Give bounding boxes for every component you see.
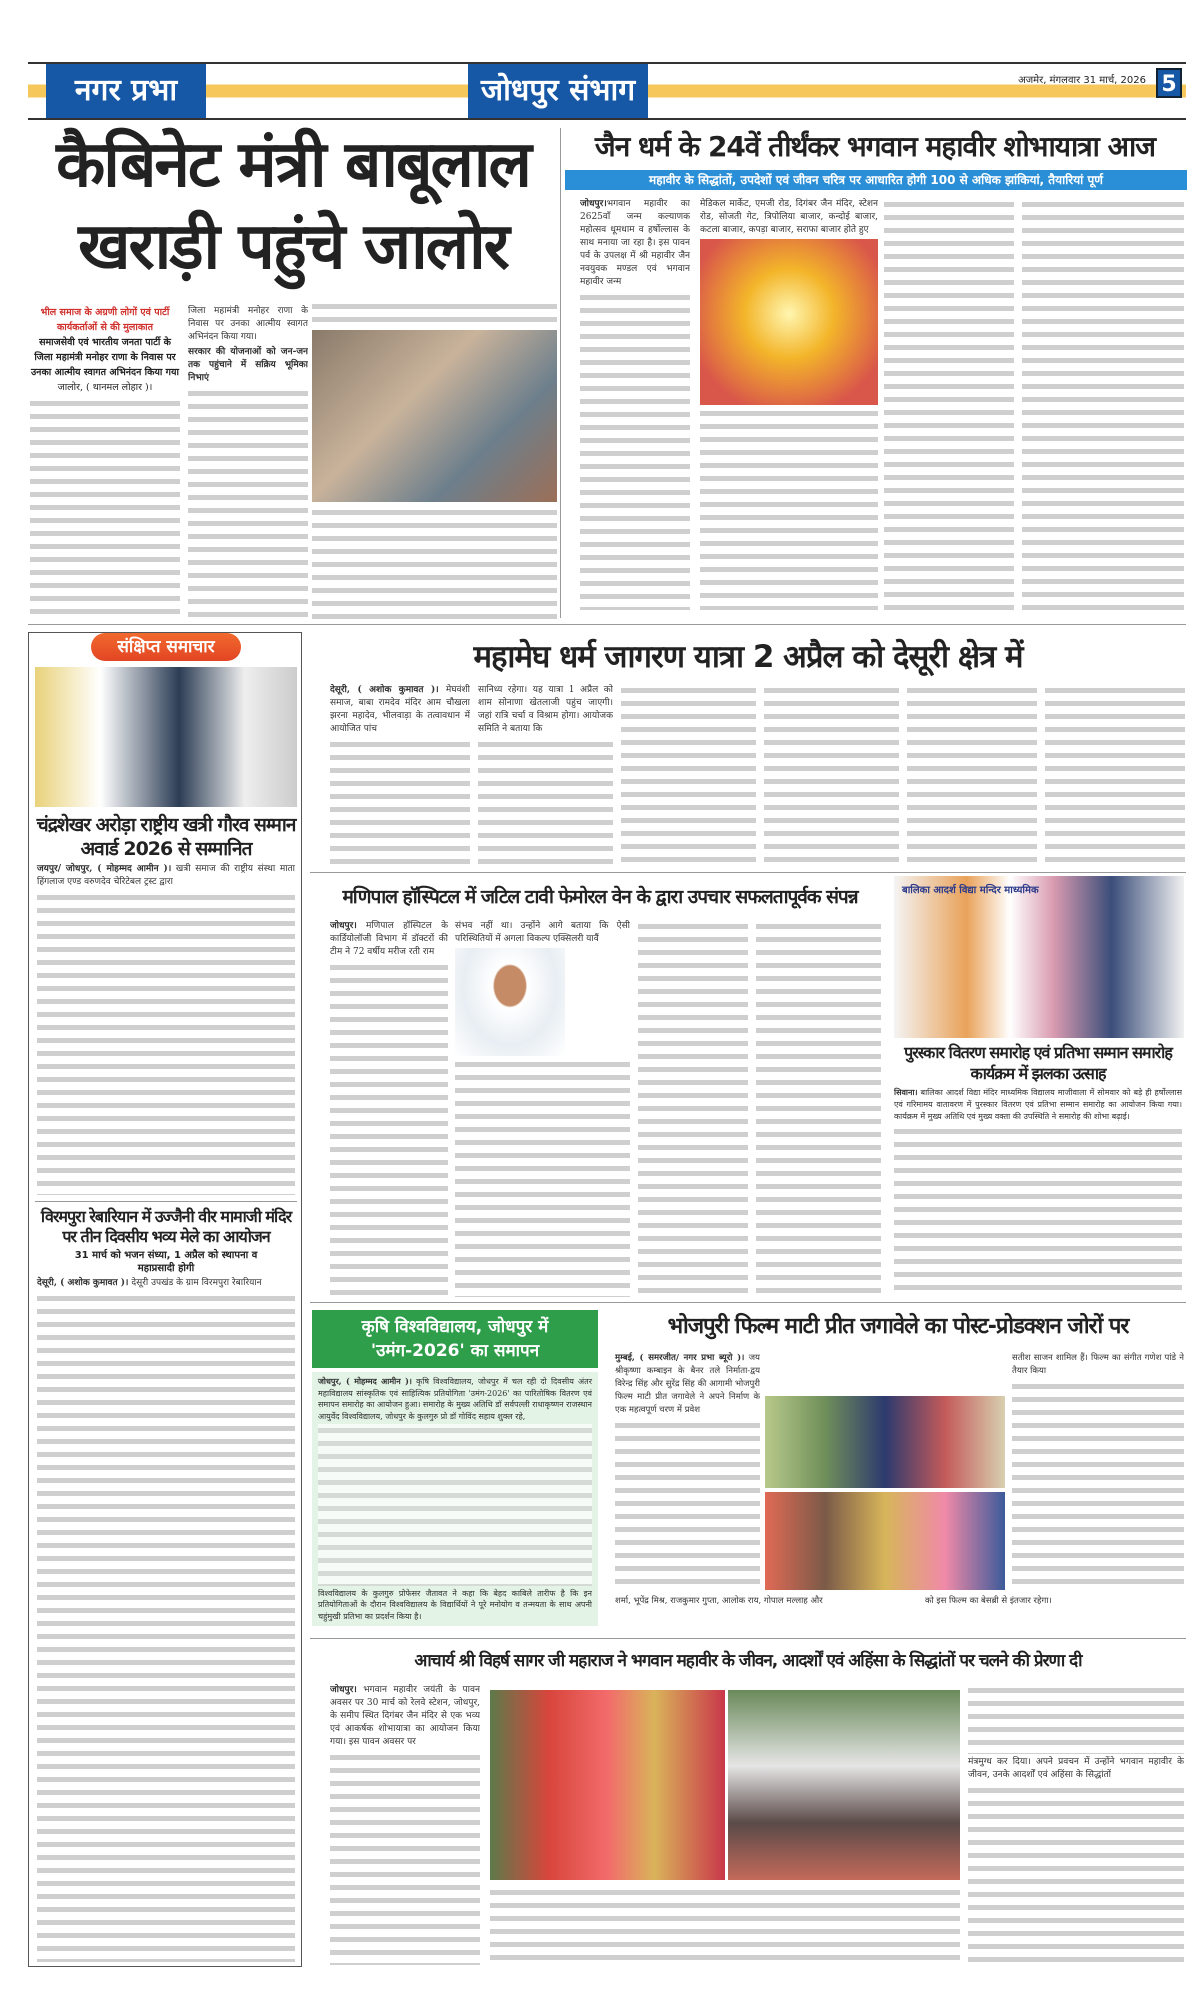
bhojpuri-headline: भोजपुरी फिल्म माटी प्रीत जगावेले का पोस्ट-प्रोडक्शन जोरों पर xyxy=(667,1314,1129,1339)
krishi-body xyxy=(318,1424,592,1586)
divider xyxy=(310,1302,1186,1303)
award-photo xyxy=(894,876,1184,1038)
mahamegh-lead: मेघवंशी समाज, बाबा रामदेव मंदिर आम चौखला झरना महादेव, भीलवाड़ा के तत्वावधान में आयोजित पांच xyxy=(330,685,470,734)
lead-col2-subhead: सरकार की योजनाओं को जन-जन तक पहुंचाने में सक्रिय भूमिका निभाएं xyxy=(188,347,308,383)
lead-photo xyxy=(312,330,557,502)
jain-col2-text: मेडिकल मार्केट, एमजी रोड, दिगंबर जैन मंदिर, स्टेशन रोड, सोजती गेट, त्रिपोलिया बाजार, कन्दोई बाजार, कटला बाजार, कपड़ा बाजार, सराफा बाजार होते हुए xyxy=(700,199,878,235)
manipal-col2 xyxy=(455,1058,630,1297)
doctor-photo xyxy=(455,948,565,1056)
bhojpuri-tail2: को इस फिल्म का बेसब्री से इंतजार रहेगा। xyxy=(925,1596,1052,1606)
film-cast-photo-1 xyxy=(765,1396,1005,1488)
jain-lead-text: भगवान महावीर का 2625वाँ जन्म कल्याणक महोत्सव धूमधाम व हर्षोल्लास के साथ मनाया जा रहा है। इस पावन पर्व के उपलक्ष में श्री महावीर जैन नवयुवक मण्डल एवं भगवान महावीर जन्म xyxy=(580,199,690,287)
lead-kicker: भील समाज के अग्रणी लोगों एवं पार्टी कार्यकर्ताओं से की मुलाकात xyxy=(40,307,170,333)
acharya-lead: भगवान महावीर जयंती के पावन अवसर पर 30 मार्च को रेलवे स्टेशन, जोधपुर, के समीप स्थित दिगंबर जैन मंदिर से एक भव्य एवं आकर्षक शोभायात्रा का आयोजन किया गया। इस पावन अवसर पर xyxy=(330,1685,480,1747)
brief2-lead: देसूरी उपखंड के ग्राम विरमपुरा रेबारियान xyxy=(131,1278,262,1288)
brief1-body xyxy=(37,891,295,1195)
lead-intro xyxy=(30,305,180,395)
manipal-col4 xyxy=(756,920,881,1297)
krishi-closing: विश्वविद्यालय के कुलगुरु प्रोफेसर जैतावत ने कहा कि बेहद काबिले तारीफ है कि इन प्रतियोगिताओं के दौरान विश्वविद्यालय के विद्यार्थियों ने पूरे मनोयोग व तन्मयता के साथ अपनी चहुंमुखी प्रतिभा का प्रदर्शन किया है। xyxy=(318,1588,592,1621)
divider xyxy=(28,624,1186,625)
manipal-col3 xyxy=(638,920,748,1297)
brief2 xyxy=(33,1207,299,1962)
krishi-box xyxy=(312,1372,598,1626)
brief1-headline: चंद्रशेखर अरोड़ा राष्ट्रीय खत्री गौरव सम्मान अवार्ड 2026 से सम्मानित xyxy=(36,814,296,860)
award-ceremony-photo xyxy=(35,667,297,807)
lead-body-col2 xyxy=(188,305,308,620)
brief1 xyxy=(33,813,299,1195)
lead-deck: समाजसेवी एवं भारतीय जनता पार्टी के जिला महामंत्री मनोहर राणा के निवास पर उनका आत्मीय स्वागत अभिनंदन किया गया xyxy=(30,337,180,378)
acharya-bottom-cols xyxy=(490,1886,960,1966)
region-title: जोधपुर संभाग xyxy=(468,64,648,118)
mahamegh-col2-wrap xyxy=(478,684,613,866)
acharya-dateline: जोधपुर। xyxy=(330,1685,357,1695)
manipal-col1 xyxy=(330,961,448,1297)
jain-headline: जैन धर्म के 24वें तीर्थंकर भगवान महावीर शोभायात्रा आज xyxy=(594,130,1156,163)
acharya-col-right xyxy=(968,1784,1184,1965)
jain-col2-wrap xyxy=(700,198,878,610)
mahavir-image xyxy=(700,239,878,405)
masthead xyxy=(28,62,1186,120)
jain-col1 xyxy=(580,291,690,610)
lead-col2-text: जिला महामंत्री मनोहर राणा के निवास पर उनका आत्मीय स्वागत अभिनंदन किया गया। xyxy=(188,306,308,342)
acharya-right-fill xyxy=(968,1684,1184,1754)
mahamegh-col4 xyxy=(764,684,899,866)
divider xyxy=(310,1638,1186,1639)
bhojpuri-col1-wrap xyxy=(615,1352,760,1590)
brief2-body xyxy=(37,1292,295,1962)
jain-col1-wrap xyxy=(580,198,690,610)
bhojpuri-col3 xyxy=(1012,1380,1184,1590)
bhojpuri-col3-wrap xyxy=(1012,1352,1184,1590)
award-dateline: सिवाना। xyxy=(894,1087,918,1097)
manipal-dateline: जोधपुर। xyxy=(330,921,357,931)
acharya-right-text: मंत्रमुग्ध कर दिया। अपने प्रवचन में उन्होंने भगवान महावीर के जीवन, उनके आदर्शों एवं अहिंसा के सिद्धांतों xyxy=(968,1757,1184,1780)
bhojpuri-lead: जय श्रीकृष्णा कम्बाइन के बैनर तले निर्माता-द्वय विरेन्द्र सिंह और सुरेंद्र सिंह की आगामी भोजपुरी फिल्म माटी प्रीत जगावेले ने अपने निर्माण के एक महत्वपूर्ण चरण में प्रवेश xyxy=(615,1353,760,1415)
mahamegh-col5 xyxy=(907,684,1037,866)
krishi-dateline: जोधपुर, ( मोहम्मद आमीन )। xyxy=(318,1376,412,1386)
lead-body-top xyxy=(312,300,557,326)
bhojpuri-tail1: शर्मा, भूपेंद्र मिश्र, राजकुमार गुप्ता, आलोक राय, गोपाल मल्लाह और xyxy=(615,1596,823,1606)
award-story xyxy=(890,1042,1186,1295)
bhojpuri-col2-lead: सतीश साजन शामिल हैं। फिल्म का संगीत गणेश पांडे ने तैयार किया xyxy=(1012,1353,1184,1376)
mahamegh-dateline: देसूरी, ( अशोक कुमावत )। xyxy=(330,685,439,695)
school-banner: बालिका आदर्श विद्या मन्दिर माध्यमिक xyxy=(902,885,1039,896)
jain-dateline: जोधपुर। xyxy=(580,199,607,209)
manipal-col1-wrap xyxy=(330,920,448,1297)
manipal-headline: मणिपाल हॉस्पिटल में जटिल टावी फेमोरल वेन के द्वारा उपचार सफलतापूर्वक संपन्न xyxy=(342,886,858,908)
jain-lead xyxy=(580,198,690,289)
divider xyxy=(310,872,1186,873)
bhojpuri-col1 xyxy=(615,1419,760,1590)
manipal-col2-wrap xyxy=(455,920,630,1297)
award-headline: पुरस्कार वितरण समारोह एवं प्रतिभा सम्मान समारोह कार्यक्रम में झलका उत्साह xyxy=(904,1043,1172,1083)
jain-col2 xyxy=(700,407,878,610)
divider xyxy=(35,1201,297,1202)
film-cast-photo-2 xyxy=(765,1492,1005,1590)
jain-subhead: महावीर के सिद्धांतों, उपदेशों एवं जीवन चरित्र पर आधारित होगी 100 से अधिक झांकियां, तैयारियां पूर्ण xyxy=(565,170,1187,190)
award-lead: बालिका आदर्श विद्या मंदिर माध्यमिक विद्यालय माजीवाला में सोमवार को बड़े ही हर्षोल्लास एवं गरिमामय वातावरण में पुरस्कार वितरण एवं प्रतिभा सम्मान समारोह का आयोजन किया गया। कार्यक्रम में मुख्य अतिथि एवं मुख्य वक्ता की उपस्थिति ने समारोह की शोभा बढ़ाई। xyxy=(894,1088,1183,1121)
award-body xyxy=(894,1125,1182,1295)
brief2-subhead: 31 मार्च को भजन संध्या, 1 अप्रैल को स्थापना व महाप्रसादी होगी xyxy=(74,1250,258,1274)
page-number: 5 xyxy=(1156,68,1182,98)
mahamegh-headline: महामेघ धर्म जागरण यात्रा 2 अप्रैल को देसूरी क्षेत्र में xyxy=(473,639,1023,675)
brief-news-label: संक्षिप्त समाचार xyxy=(91,633,241,661)
acharya-headline: आचार्य श्री विहर्ष सागर जी महाराज ने भगवान महावीर के जीवन, आदर्शों एवं अहिंसा के सिद्धांतों पर चलने की प्रेरणा दी xyxy=(414,1651,1082,1671)
acharya-col1-wrap xyxy=(330,1684,480,1965)
jain-col4 xyxy=(1022,198,1184,610)
jain-col3 xyxy=(884,198,1014,610)
lead-dateline: जालोर, ( थानमल लोहार )। xyxy=(57,382,153,393)
mahamegh-col2-lead: सानिध्य रहेगा। यह यात्रा 1 अप्रैल को शाम सोनाणा खेतलाजी पहुंच जाएगी। जहां रात्रि चर्चा व विश्राम होगा। आयोजक समिति ने बताया कि xyxy=(478,685,613,734)
mahamegh-col6 xyxy=(1045,684,1185,866)
mahamegh-col3 xyxy=(621,684,756,866)
lead-body-col1 xyxy=(30,397,180,620)
divider xyxy=(560,128,561,618)
procession-photo-2 xyxy=(728,1690,960,1880)
lead-headline: कैबिनेट मंत्री बाबूलाल खराड़ी पहुंचे जालोर xyxy=(56,128,530,284)
dateline: अजमेर, मंगलवार 31 मार्च, 2026 xyxy=(1018,75,1146,86)
lead-body-bottom xyxy=(312,506,557,620)
procession-photo-1 xyxy=(490,1690,725,1880)
brief2-headline: विरमपुरा रेबारियान में उज्जैनी वीर मामाजी मंदिर पर तीन दिवसीय भव्य मेले का आयोजन xyxy=(40,1207,292,1246)
brief1-lead: खत्री समाज की राष्ट्रीय संस्था माता हिंगलाज एण्ड वरुणदेव चेरिटेबल ट्रस्ट द्वारा xyxy=(37,864,295,887)
acharya-col1 xyxy=(330,1751,480,1965)
lead-body-col2-rest xyxy=(188,387,308,620)
bhojpuri-dateline: मुम्बई, ( समरजीत/ नगर प्रभा ब्यूरो )। xyxy=(615,1353,745,1363)
acharya-col-right-wrap xyxy=(968,1684,1184,1965)
section-title: नगर प्रभा xyxy=(46,64,206,118)
mahamegh-col1-wrap xyxy=(330,684,470,866)
brief1-dateline: जयपुर/ जोधपुर, ( मोहम्मद आमीन )। xyxy=(37,864,172,874)
mahamegh-col2 xyxy=(478,738,613,866)
manipal-lead: मणिपाल हॉस्पिटल के कार्डियोलॉजी विभाग में डॉक्टरों की टीम ने 72 वर्षीय मरीज रती राम xyxy=(330,921,448,957)
lead-col1 xyxy=(30,305,180,620)
krishi-headline: कृषि विश्वविद्यालय, जोधपुर में 'उमंग-2026' का समापन xyxy=(312,1310,598,1368)
manipal-col2-lead: संभव नहीं था। उन्होंने आगे बताया कि ऐसी परिस्थितियों में अगला विकल्प एक्सिलरी यावैं xyxy=(455,921,630,944)
brief2-dateline: देसूरी, ( अशोक कुमावत )। xyxy=(37,1278,129,1288)
mahamegh-col1 xyxy=(330,738,470,866)
brief-news-box xyxy=(28,632,302,1967)
krishi-lead: कृषि विश्वविद्यालय, जोधपुर में चल रही दो दिवसीय अंतर महाविद्यालय सांस्कृतिक एवं साहित्यिक प्रतियोगिता 'उमंग-2026' का पारितोषिक वितरण एवं समापन समारोह का आयोजन हुआ। समारोह के मुख्य अतिथि डॉ सर्वपल्ली राधाकृष्णन राजस्थान आयुर्वेद विश्वविद्यालय, जोधपुर के कुलगुरु प्रो डॉ गोविंद सहाय शुक्ल रहे, xyxy=(318,1377,592,1421)
